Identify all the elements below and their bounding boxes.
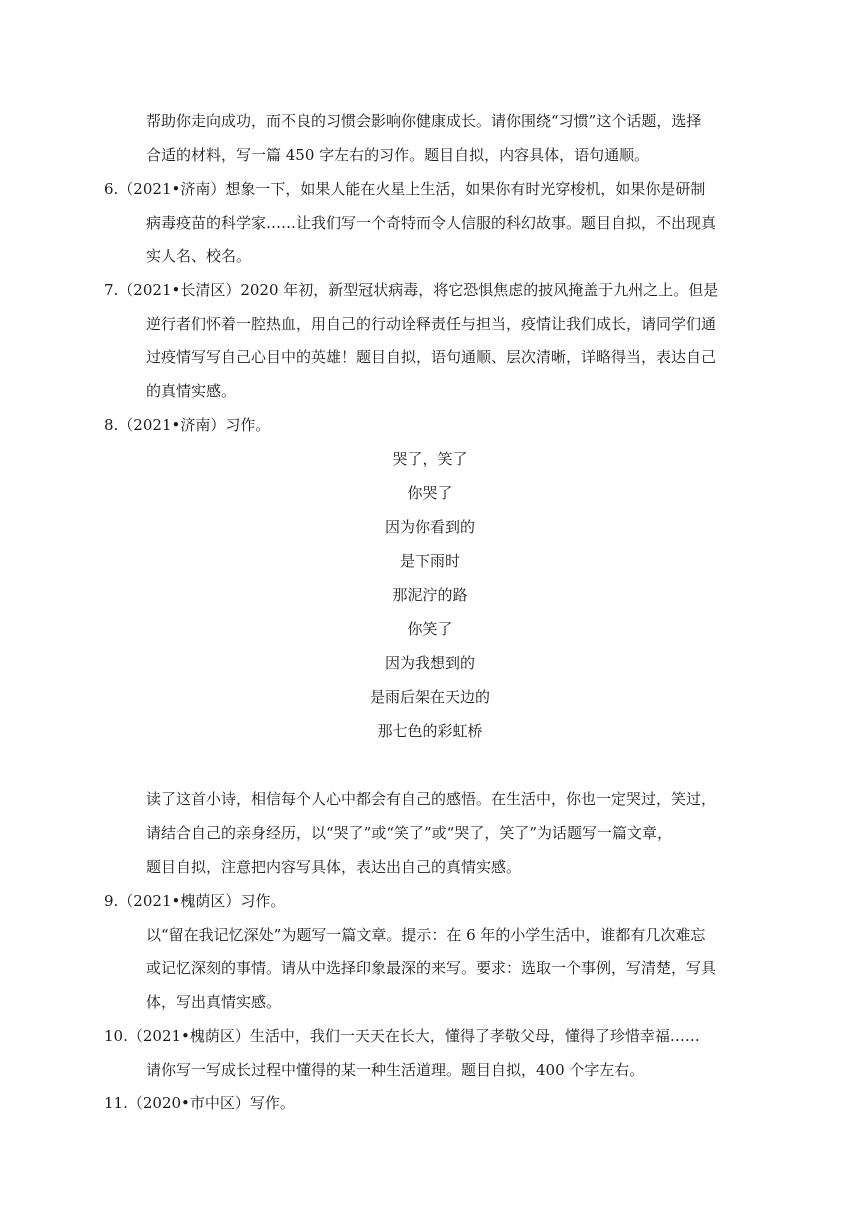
q7-line-4: 的真情实感。 bbox=[146, 382, 237, 400]
poem-line: 是雨后架在天边的 bbox=[369, 688, 490, 706]
q8-paragraph-line-3: 题目自拟，注意把内容写具体，表达出自己的真情实感。 bbox=[146, 858, 522, 876]
q6-line-2: 病毒疫苗的科学家……让我们写一个奇特而令人信服的科幻故事。题目自拟，不出现真 bbox=[146, 214, 717, 232]
q8-paragraph-line-1: 读了这首小诗，相信每个人心中都会有自己的感悟。在生活中，你也一定哭过，笑过， bbox=[146, 790, 717, 808]
q9-line-3: 或记忆深刻的事情。请从中选择印象最深的来写。要求：选取一个事例，写清楚，写具 bbox=[146, 959, 717, 977]
q9-line-2: 以“留在我记忆深处”为题写一篇文章。提示：在 6 年的小学生活中，谁都有几次难忘 bbox=[146, 926, 706, 944]
q6-line-3: 实人名、校名。 bbox=[146, 247, 252, 265]
q9-line-4: 体，写出真情实感。 bbox=[146, 993, 282, 1011]
poem-line: 你哭了 bbox=[407, 484, 453, 502]
q5-line-1: 帮助你走向成功，而不良的习惯会影响你健康成长。请你围绕“习惯”这个话题，选择 bbox=[146, 112, 702, 130]
q9-line-1: 9.（2021•槐荫区）习作。 bbox=[104, 892, 286, 910]
q5-line-2: 合适的材料，写一篇 450 字左右的习作。题目自拟，内容具体，语句通顺。 bbox=[146, 146, 650, 164]
q11-line-1: 11.（2020•市中区）写作。 bbox=[104, 1094, 295, 1112]
q8-line-1: 8.（2021•济南）习作。 bbox=[104, 416, 271, 434]
q10-line-1: 10.（2021•槐荫区）生活中，我们一天天在长大，懂得了孝敬父母，懂得了珍惜幸福…… bbox=[104, 1027, 700, 1045]
poem-line: 是下雨时 bbox=[399, 552, 460, 570]
poem-line: 因为我想到的 bbox=[384, 654, 475, 672]
poem-line: 那七色的彩虹桥 bbox=[377, 722, 483, 740]
poem-line: 哭了，笑了 bbox=[392, 450, 468, 468]
q7-line-2: 逆行者们怀着一腔热血，用自己的行动诠释责任与担当，疫情让我们成长，请同学们通 bbox=[146, 315, 717, 333]
q8-paragraph-line-2: 请结合自己的亲身经历，以“哭了”或“笑了”或“哭了，笑了”为话题写一篇文章， bbox=[146, 824, 673, 842]
q7-line-1: 7.（2021•长清区）2020 年初，新型冠状病毒，将它恐惧焦虑的披风掩盖于九州之上。但是 bbox=[104, 281, 719, 299]
q7-line-3: 过疫情写写自己心目中的英雄！题目自拟，语句通顺、层次清晰，详略得当，表达自己 bbox=[146, 348, 717, 366]
q10-line-2: 请你写一写成长过程中懂得的某一种生活道理。题目自拟，400 个字左右。 bbox=[146, 1061, 645, 1079]
q6-line-1: 6.（2021•济南）想象一下，如果人能在火星上生活，如果你有时光穿梭机，如果你是研制 bbox=[104, 180, 706, 198]
poem-line: 那泥泞的路 bbox=[392, 586, 468, 604]
poem-line: 因为你看到的 bbox=[384, 518, 475, 536]
poem-line: 你笑了 bbox=[407, 620, 453, 638]
